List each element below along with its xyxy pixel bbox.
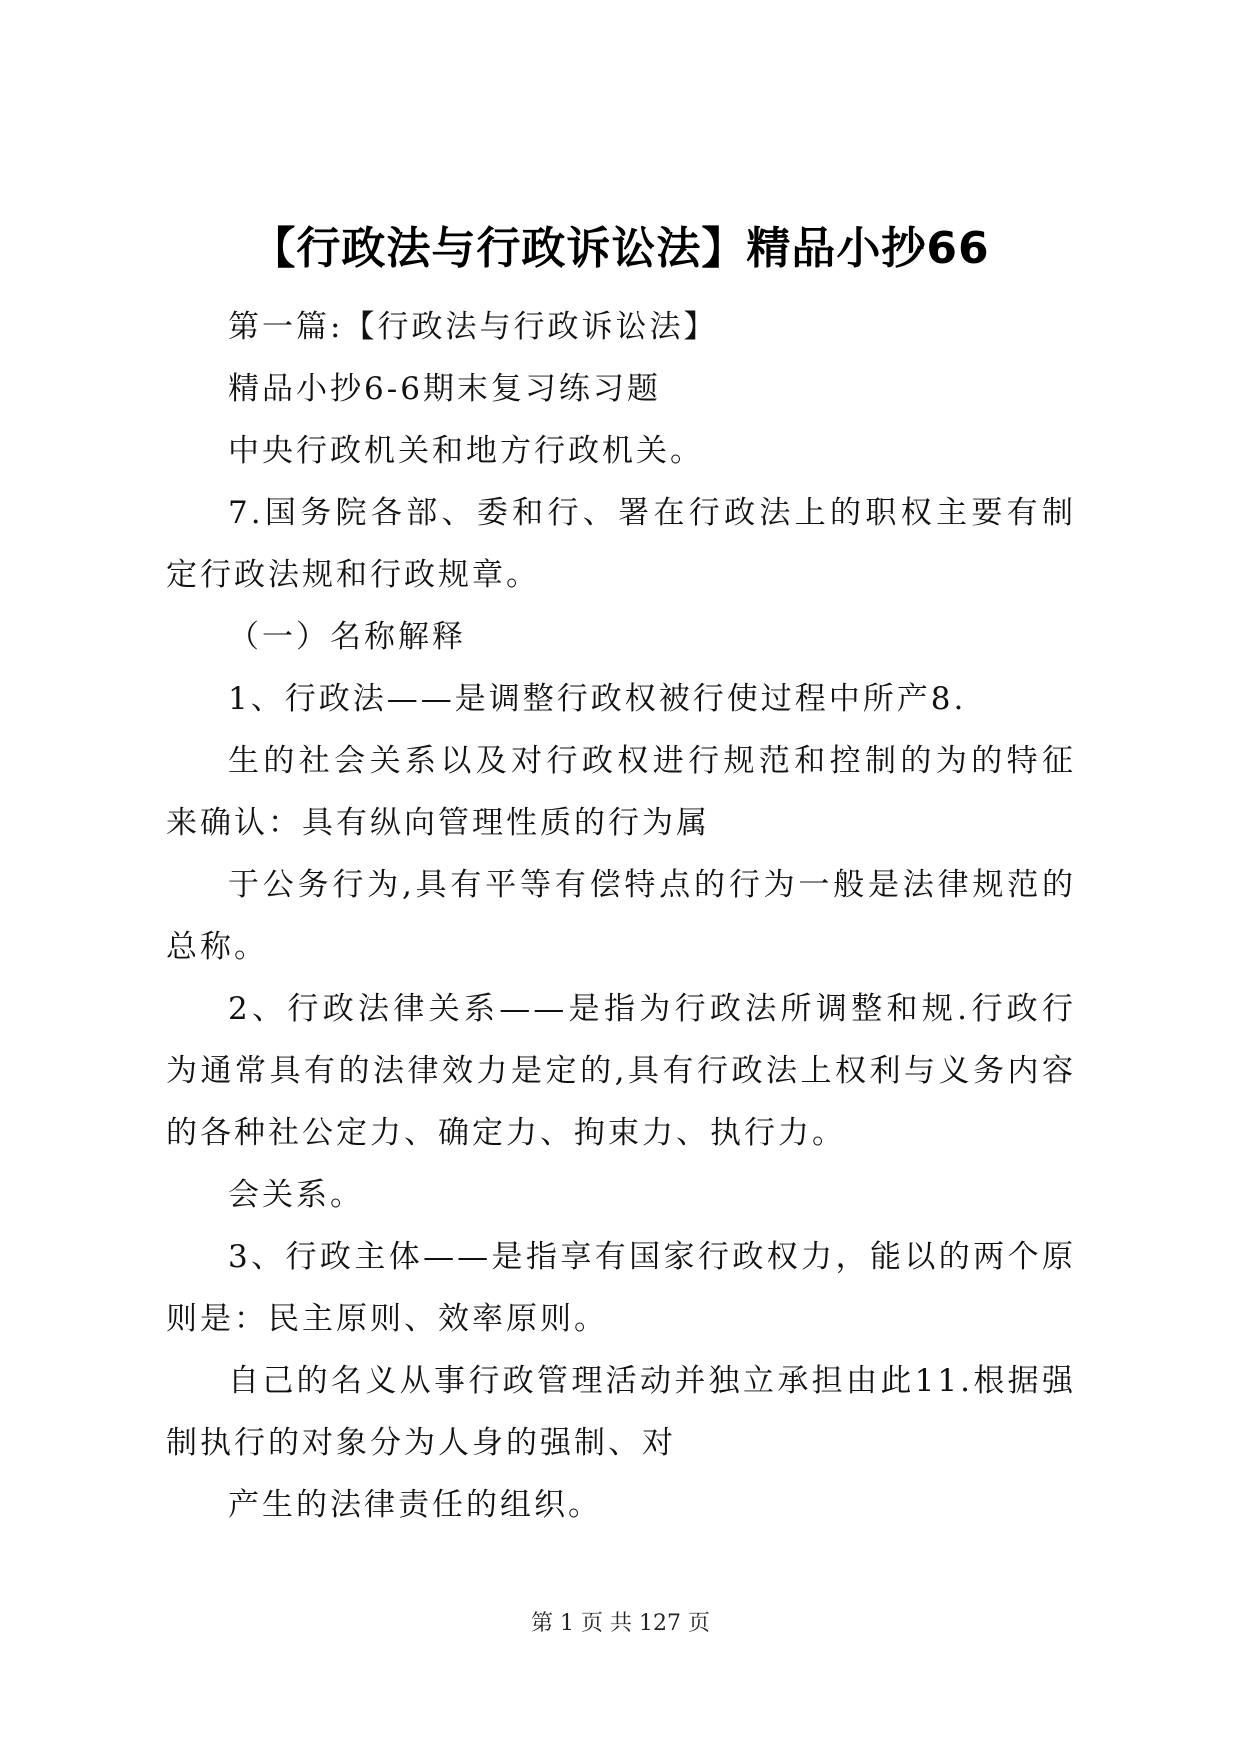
page-number-footer: 第 1 页 共 127 页: [531, 1611, 710, 1636]
paragraph: 第一篇:【行政法与行政诉讼法】: [228, 309, 718, 345]
paragraph: 会关系。: [228, 1177, 364, 1213]
section-heading: （一）名称解释: [228, 619, 466, 655]
paragraph: 于公务行为,具有平等有偿特点的行为一般是法律规范的总称。: [166, 867, 1076, 965]
document-body: [166, 296, 1076, 1536]
paragraph: 自己的名义从事行政管理活动并独立承担由此11.根据强制执行的对象分为人身的强制、对: [166, 1363, 1076, 1461]
paragraph: 3、行政主体——是指享有国家行政权力，能以的两个原则是：民主原则、效率原则。: [166, 1239, 1076, 1337]
paragraph: 精品小抄6-6期末复习练习题: [228, 371, 661, 407]
paragraph: 产生的法律责任的组织。: [228, 1487, 602, 1523]
paragraph: 7.国务院各部、委和行、署在行政法上的职权主要有制定行政法规和行政规章。: [166, 495, 1076, 593]
paragraph: 2、行政法律关系——是指为行政法所调整和规.行政行为通常具有的法律效力是定的,具有行政法上权利与义务内容的各种社公定力、确定力、拘束力、执行力。: [166, 991, 1076, 1151]
paragraph: 中央行政机关和地方行政机关。: [228, 433, 704, 469]
document-title: 【行政法与行政诉讼法】精品小抄66: [251, 223, 990, 274]
paragraph: 1、行政法——是调整行政权被行使过程中所产8.: [228, 681, 967, 717]
paragraph: 生的社会关系以及对行政权进行规范和控制的为的特征来确认：具有纵向管理性质的行为属: [166, 743, 1076, 841]
